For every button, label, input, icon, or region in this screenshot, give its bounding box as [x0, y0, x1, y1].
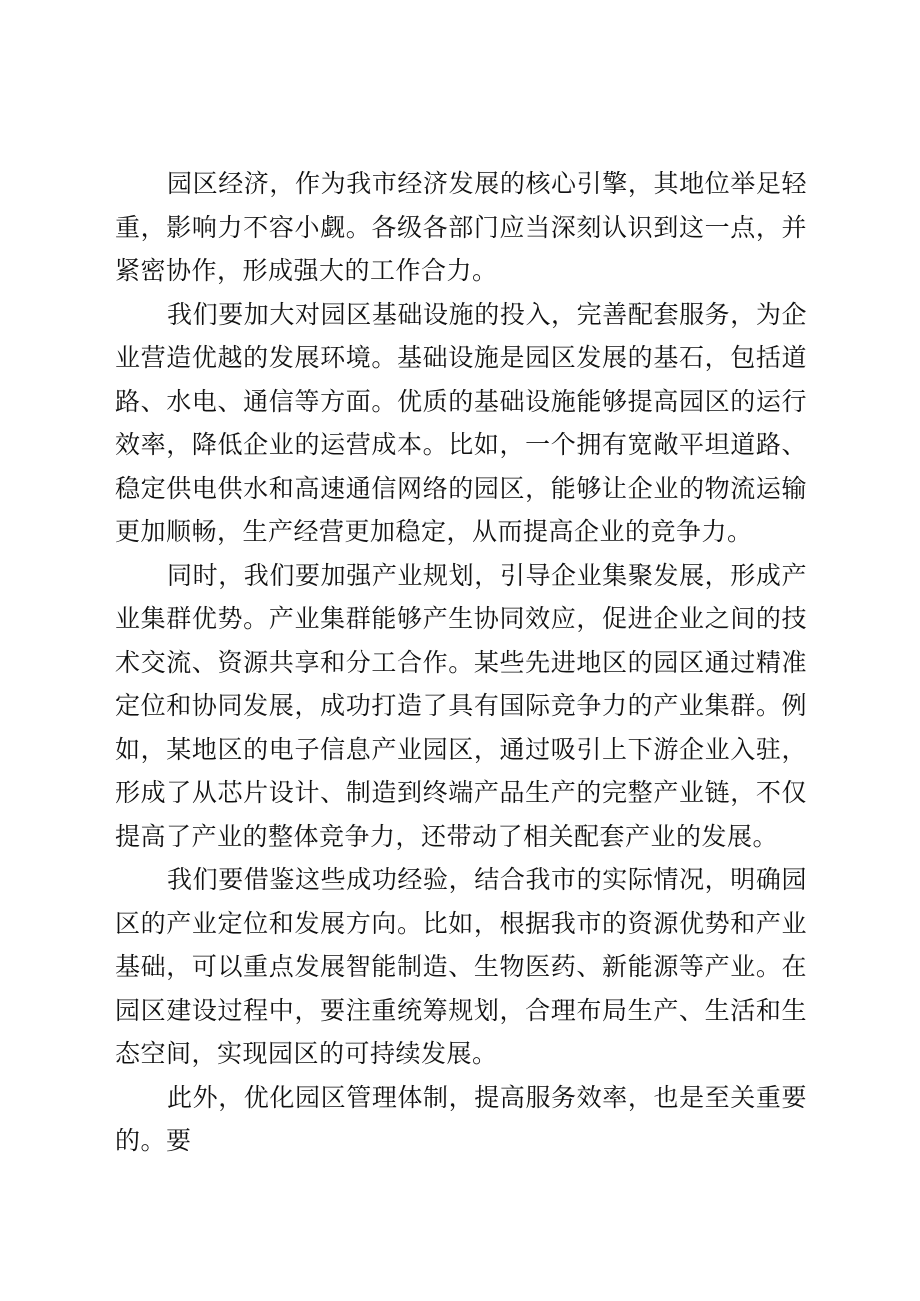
paragraph-1: 园区经济，作为我市经济发展的核心引擎，其地位举足轻重，影响力不容小觑。各级各部门应当深刻认识到这一点，并紧密协作，形成强大的工作合力。	[115, 169, 807, 285]
paragraph-4: 我们要借鉴这些成功经验，结合我市的实际情况，明确园区的产业定位和发展方向。比如，根据我市的资源优势和产业基础，可以重点发展智能制造、生物医药、新能源等产业。在园区建设过程中，要注重统筹规划，合理布局生产、生活和生态空间，实现园区的可持续发展。	[115, 865, 807, 1068]
document-body	[115, 162, 807, 1163]
paragraph-2: 我们要加大对园区基础设施的投入，完善配套服务，为企业营造优越的发展环境。基础设施是园区发展的基石，包括道路、水电、通信等方面。优质的基础设施能够提高园区的运行效率，降低企业的运营成本。比如，一个拥有宽敞平坦道路、稳定供电供水和高速通信网络的园区，能够让企业的物流运输更加顺畅，生产经营更加稳定，从而提高企业的竞争力。	[115, 299, 807, 546]
paragraph-5: 此外，优化园区管理体制，提高服务效率，也是至关重要的。要	[115, 1082, 807, 1155]
paragraph-3: 同时，我们要加强产业规划，引导企业集聚发展，形成产业集群优势。产业集群能够产生协同效应，促进企业之间的技术交流、资源共享和分工合作。某些先进地区的园区通过精准定位和协同发展，成功打造了具有国际竞争力的产业集群。例如，某地区的电子信息产业园区，通过吸引上下游企业入驻，形成了从芯片设计、制造到终端产品生产的完整产业链，不仅提高了产业的整体竞争力，还带动了相关配套产业的发展。	[115, 560, 807, 851]
